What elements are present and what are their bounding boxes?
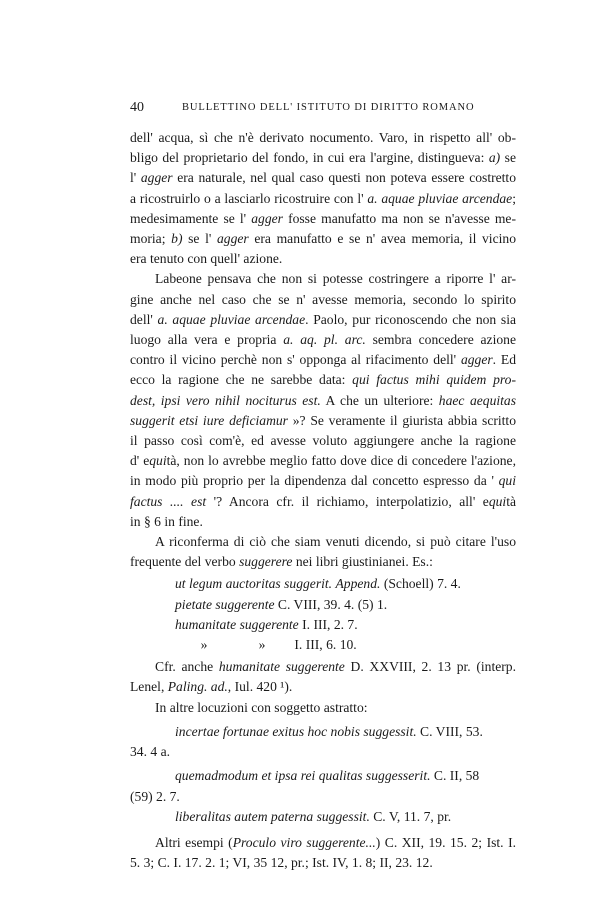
quote-item — [130, 766, 516, 806]
text-line: l' agger era naturale, nel qual caso questi non poteva essere costretto — [130, 170, 517, 186]
text-line: era tenuto con quell' azione. — [130, 251, 283, 267]
quote-line: incertae fortunae exitus hoc nobis suggessit. C. VIII, 53. — [175, 723, 483, 739]
text-line: luogo alla vera e propria a. aq. pl. arc. sembra concedere azione — [130, 332, 516, 348]
text-line: frequente del verbo suggerere nei libri giustinianei. Es.: — [130, 554, 433, 570]
text-line: 5. 3; C. I. 17. 2. 1; VI, 35 12, pr.; Ist. IV, 1. 8; II, 23. 12. — [130, 855, 433, 871]
page-header — [130, 100, 512, 120]
text-line: A riconferma di ciò che siam venuti dicendo, si può citare l'uso — [155, 534, 516, 550]
text-line: Altri esempi (Proculo viro suggerente...) C. XII, 19. 15. 2; Ist. I. — [155, 834, 516, 850]
text-line: ecco la ragione che ne sarebbe data: qui factus mihi quidem pro- — [130, 372, 516, 388]
text-line: medesimamente se l' agger fosse manufatto ma non se n'avesse me- — [130, 210, 516, 226]
text-line: Cfr. anche humanitate suggerente D. XXVIII, 2. 13 pr. (interp. — [155, 659, 516, 675]
text-line: gine anche nel caso che se n' avesse memoria, secondo lo spirito — [130, 291, 516, 307]
paragraph-2 — [130, 269, 516, 532]
paragraph-6 — [130, 833, 516, 873]
paragraph-4 — [130, 657, 516, 697]
text-line: In altre locuzioni con soggetto astratto: — [155, 699, 368, 715]
text-line: dell' acqua, sì che n'è derivato nocumento. Varo, in rispetto all' ob- — [130, 130, 516, 145]
example-item: pietate suggerente C. VIII, 39. 4. (5) 1. — [175, 596, 388, 612]
quote-item — [130, 722, 516, 762]
text-line: suggerit etsi iure deficiamur »? Se veramente il giurista abbia scritto — [130, 412, 517, 428]
text-line: Labeone pensava che non si potesse costringere a riporre l' ar- — [155, 271, 516, 287]
page-number: 40 — [130, 100, 144, 115]
body-text — [130, 128, 516, 873]
example-item: ut legum auctoritas suggerit. Append. (Schoell) 7. 4. — [175, 576, 461, 592]
text-line: dest, ipsi vero nihil nociturus est. A che un ulteriore: haec aequitas — [130, 392, 517, 408]
text-line: in modo più proprio per la dipendenza dal concetto espresso da ' qui — [130, 473, 516, 489]
quote-line-continuation: (59) 2. 7. — [130, 788, 180, 804]
text-line: moria; b) se l' agger era manufatto e se n' avea memoria, il vicino — [130, 231, 516, 247]
text-line: factus .... est '? Ancora cfr. il richiamo, interpolatizio, all' equità — [130, 493, 516, 509]
ditto-mark: » — [200, 637, 208, 653]
quotes-list — [130, 722, 516, 827]
running-head: BULLETTINO DELL' ISTITUTO DI DIRITTO ROMANO — [182, 102, 475, 113]
text-line: d' equità, non lo avrebbe meglio fatto dove dice di concedere l'azione, — [130, 453, 516, 469]
paragraph-1 — [130, 128, 516, 269]
example-item: humanitate suggerente I. III, 2. 7. — [175, 616, 358, 632]
examples-list — [175, 574, 516, 655]
text-line: in § 6 in fine. — [130, 513, 203, 529]
paragraph-5 — [130, 698, 516, 718]
quote-line: liberalitas autem paterna suggessit. C. V, 11. 7, pr. — [175, 808, 452, 824]
example-item-repeat — [175, 635, 516, 655]
quote-item — [175, 807, 516, 827]
text-line: il passo così com'è, ed avesse voluto aggiungere anche la ragione — [130, 433, 516, 449]
example-reference: I. III, 6. 10. — [294, 637, 357, 653]
quote-line: quemadmodum et ipsa rei qualitas suggesserit. C. II, 58 — [175, 768, 480, 784]
text-line: bligo del proprietario del fondo, in cui era l'argine, distingueva: a) se — [130, 150, 516, 166]
text-line: Lenel, Paling. ad., Iul. 420 ¹). — [130, 679, 293, 695]
text-line: contro il vicino perchè non s' opponga al rifacimento dell' agger. Ed — [130, 352, 516, 368]
text-line: dell' a. aquae pluviae arcendae. Paolo, pur riconoscendo che non sia — [130, 311, 517, 327]
paragraph-3 — [130, 532, 516, 572]
quote-line-continuation: 34. 4 a. — [130, 744, 171, 760]
text-line: a ricostruirlo o a lasciarlo ricostruire con l' a. aquae pluviae arcendae; — [130, 190, 516, 206]
ditto-mark: » — [258, 637, 266, 653]
